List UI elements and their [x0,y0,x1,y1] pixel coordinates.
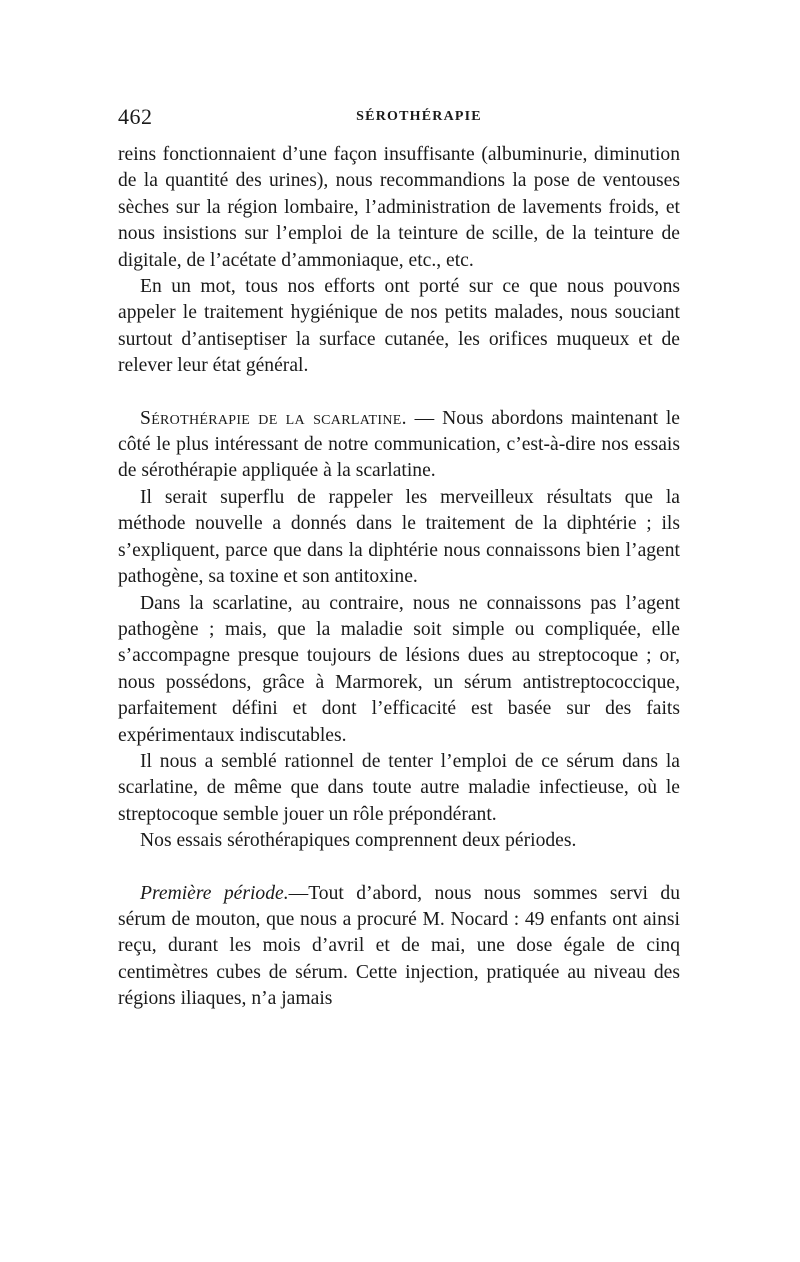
page-header [118,104,680,134]
paragraph-4: Il serait superflu de rappeler les merveilleux résultats que la méthode nouvelle a donnés dans le traitement de la diphtérie ; ils s’expliquent, parce que dans la diphtérie nous connaissons bien l’agent pathogène, sa toxine et son antitoxine. [118,486,680,588]
page-number: 462 [118,104,153,129]
paragraph-1: reins fonctionnaient d’une façon insuffisante (albuminurie, diminution de la quantité des urines), nous recommandions la pose de ventouses sèches sur la région lombaire, l’administration de lavements froids, et nous insistions sur l’emploi de la teinture de scille, de la teinture de digitale, de l’acétate d’ammoniaque, etc., etc. [118,144,680,271]
paragraph-8 [118,881,680,1013]
running-head: SÉROTHÉRAPIE [356,109,482,124]
paragraph-8-body: —Tout d’abord, nous nous sommes servi du sérum de mouton, que nous a procuré M. Nocard : 49 enfants ont ainsi reçu, durant les mois d’avril et de mai, une dose égale de cinq centimètres cubes de sérum. Cette injection, pratiquée au niveau des régions iliaques, n’a jamais [118,882,680,1010]
section-heading-premiere-periode: Première période. [140,882,289,904]
body-text [118,142,680,1013]
paragraph-2: En un mot, tous nos efforts ont porté sur ce que nous pouvons appeler le traitement hygiénique de nos petits malades, nous souciant surtout d’antiseptiser la surface cutanée, les orifices muqueux et de relever leur état général. [118,276,680,377]
section-heading-scarlatine: Sérothérapie de la scarlatine. [140,407,407,429]
paragraph-3 [118,406,680,485]
paragraph-7: Nos essais sérothérapiques comprennent deux périodes. [140,830,577,852]
paragraph-6: Il nous a semblé rationnel de tenter l’emploi de ce sérum dans la scarlatine, de même que dans toute autre maladie infectieuse, où le streptocoque semble jouer un rôle prépondérant. [118,750,680,825]
book-page [118,104,680,1013]
paragraph-5: Dans la scarlatine, au contraire, nous ne connaissons pas l’agent pathogène ; mais, que la maladie soit simple ou compliquée, elle s’accompagne presque toujours de lésions dues au streptocoque ; or, nous possédons, grâce à Marmorek, un sérum antistreptococcique, parfaitement défini et dont l’efficacité est basée sur des faits expérimentaux indiscutables. [118,592,680,746]
paragraph-3-body: — Nous abordons maintenant le côté le plus intéressant de notre communication, c’est-à-dire nos essais de sérothérapie appliquée à la scarlatine. [118,407,680,482]
